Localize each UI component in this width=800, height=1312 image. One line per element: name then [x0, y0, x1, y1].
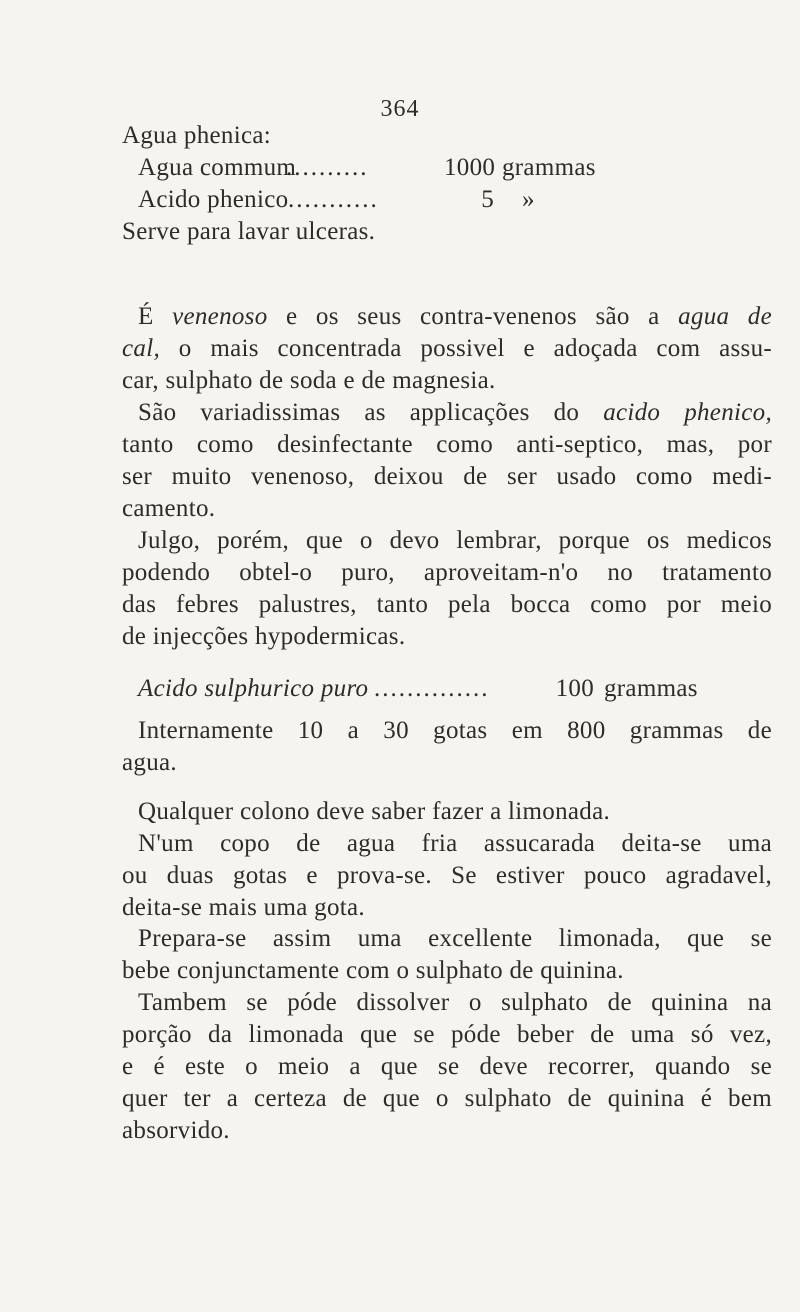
text-line: N'um copo de agua fria assucarada deita-se uma [138, 830, 772, 857]
text-line: Tambem se póde dissolver o sulphato de quinina na [138, 989, 772, 1016]
text-line: absorvido. [122, 1117, 230, 1144]
formula-note: Serve para lavar ulceras. [122, 218, 376, 245]
text-line: car, sulphato de soda e de magnesia. [122, 367, 496, 394]
paragraph [122, 796, 772, 924]
item-label: Acido sulphurico puro [138, 675, 369, 702]
formula-agua-phenica [122, 120, 772, 248]
text-line: ser muito venenoso, deixou de ser usado como medi- [122, 463, 772, 490]
text-line: porção da limonada que se póde beber de uma só vez, [122, 1021, 772, 1048]
text-line: e é este o meio a que se deve recorrer, quando se [122, 1053, 772, 1080]
paragraph [122, 987, 772, 1147]
formula-item [122, 152, 772, 184]
text-line: ou duas gotas e prova-se. Se estiver pouco agradavel, [122, 862, 772, 889]
text-line: cal, o mais concentrada possivel e adoçada com assu- [122, 335, 772, 362]
text-line: São variadissimas as applicações do acido phenico, [138, 399, 772, 426]
text-line: É venenoso e os seus contra-venenos são a agua de [138, 303, 772, 330]
text-line: Prepara-se assim uma excellente limonada, que se [138, 925, 772, 952]
text-line: Qualquer colono deve saber fazer a limonada. [138, 798, 611, 825]
text-line: Julgo, porém, que o devo lembrar, porque os medicos [138, 527, 772, 554]
formula-item [122, 673, 772, 705]
formula-heading: Agua phenica: [122, 122, 271, 149]
item-label: Agua commum [138, 154, 297, 181]
item-dots: .......... [286, 154, 369, 181]
text-line: camento. [122, 495, 216, 522]
page-number: 364 [380, 96, 420, 122]
paragraph [122, 397, 772, 525]
item-quantity: 100 [555, 675, 594, 702]
formula-acido-sulphurico [122, 673, 772, 779]
paragraph [122, 923, 772, 987]
item-quantity: 1000 [444, 154, 496, 181]
text-line: deita-se mais uma gota. [122, 894, 365, 921]
text-line: tanto como desinfectante como anti-septico, mas, por [122, 431, 772, 458]
text-line: quer ter a certeza de que o sulphato de quinina é bem [122, 1085, 772, 1112]
item-dots: ........... [288, 186, 379, 213]
item-unit: grammas [502, 154, 596, 181]
paragraph [122, 525, 772, 653]
paragraph [122, 301, 772, 397]
text-line: Internamente 10 a 30 gotas em 800 grammas de [138, 717, 772, 744]
item-label: Acido phenico [138, 186, 289, 213]
item-quantity: 5 [481, 186, 494, 213]
text-line: das febres palustres, tanto pela bocca como por meio [122, 591, 772, 618]
formula-item [122, 184, 772, 216]
text-line: de injecções hypodermicas. [122, 623, 406, 650]
text-line: podendo obtel-o puro, aproveitam-n'o no tratamento [122, 559, 772, 586]
item-dots: .............. [374, 675, 490, 702]
text-line: bebe conjunctamente com o sulphato de quinina. [122, 957, 624, 984]
text-line: agua. [122, 749, 177, 776]
item-unit: » [522, 186, 535, 213]
item-unit: grammas [604, 675, 698, 702]
